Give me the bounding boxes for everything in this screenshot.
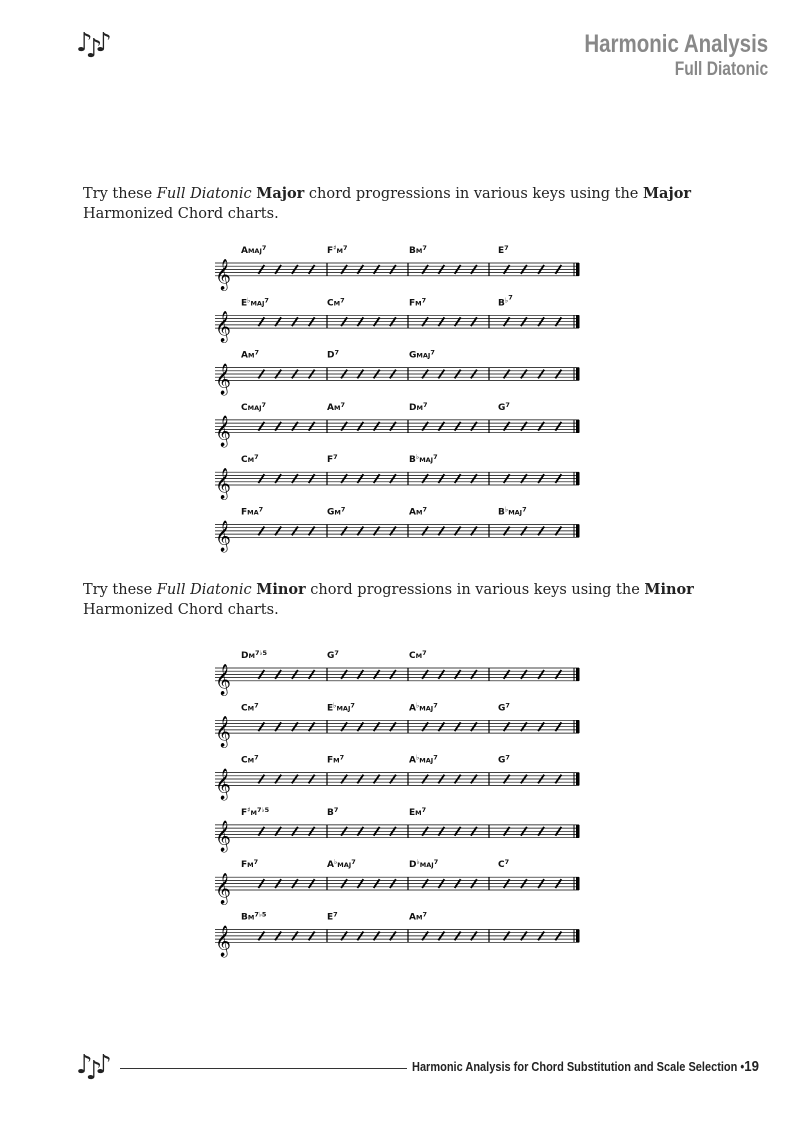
minor-progressions-sheet xyxy=(213,645,583,963)
chord-quality: M xyxy=(336,247,344,255)
intro-text: chord progressions in various keys using the xyxy=(305,582,645,598)
treble-clef-icon: 𝄞 xyxy=(215,768,231,800)
chord-quality: M xyxy=(334,508,341,517)
chord-quality: M xyxy=(415,808,422,817)
chord-symbol xyxy=(327,754,344,766)
intro-text: chord progressions in various keys using the xyxy=(304,186,643,202)
chord-accidental: ♭ xyxy=(415,453,420,462)
chord-extension: 7 xyxy=(422,244,427,252)
chord-extension: 7 xyxy=(505,753,510,762)
treble-clef-icon: 𝄞 xyxy=(215,415,231,447)
chord-symbol xyxy=(409,453,438,465)
chord-root: G xyxy=(327,507,335,518)
treble-clef-icon: 𝄞 xyxy=(215,873,231,904)
chord-root: B xyxy=(409,455,416,466)
chord-extension: 7 xyxy=(254,453,259,462)
treble-clef-icon: 𝄞 xyxy=(215,925,231,957)
chord-quality: M xyxy=(250,808,258,817)
staff-system xyxy=(215,911,580,958)
chord-root: E xyxy=(327,912,334,923)
chord-quality: MAJ xyxy=(416,351,431,360)
chord-extension: 7 xyxy=(422,910,427,919)
chord-accidental: ♭ xyxy=(416,858,420,867)
chord-symbol xyxy=(241,453,259,465)
staff-system xyxy=(215,453,580,500)
chord-root: E xyxy=(327,703,334,714)
final-barline-thick xyxy=(576,930,580,943)
chord-root: C xyxy=(241,402,248,413)
chord-root: B xyxy=(409,246,416,256)
chord-root: F xyxy=(241,807,248,818)
chord-quality: M xyxy=(248,652,255,660)
lead-sheet xyxy=(213,645,583,959)
final-barline-thick xyxy=(576,668,580,681)
chord-extension: 7 xyxy=(421,296,427,305)
chord-accidental: ♭ xyxy=(247,296,251,305)
staff-system xyxy=(215,293,580,343)
chord-root: F xyxy=(409,298,416,309)
treble-clef-icon: 𝄞 xyxy=(215,820,231,852)
chord-extension: 7 xyxy=(508,293,513,302)
chord-accidental: ♯ xyxy=(333,244,337,252)
chord-root: B xyxy=(498,507,505,518)
staff-system xyxy=(215,349,580,396)
treble-clef-icon: 𝄞 xyxy=(215,520,231,552)
chord-extension: 7 xyxy=(340,400,345,409)
chord-symbol xyxy=(327,911,338,923)
chord-symbol xyxy=(241,701,259,713)
intro-bold-major: Major xyxy=(643,185,692,202)
chord-quality: M xyxy=(415,247,423,255)
major-intro-paragraph xyxy=(83,184,723,224)
chord-root: C xyxy=(409,651,416,661)
chord-accidental: ♭ xyxy=(504,296,509,305)
chord-quality: MAJ xyxy=(419,861,434,870)
lead-sheet xyxy=(213,240,583,554)
intro-bold-minor: Minor xyxy=(256,581,306,598)
chord-extension: 7 xyxy=(333,805,339,814)
chord-quality: M xyxy=(415,913,423,922)
final-barline-thick xyxy=(576,525,580,538)
chord-root: A xyxy=(409,507,416,518)
final-barline-thick xyxy=(576,315,580,328)
footer-bullet: • xyxy=(737,1060,745,1074)
chord-quality: MAJ xyxy=(250,299,265,308)
chord-root: C xyxy=(241,703,248,714)
chord-root: F xyxy=(327,246,334,256)
chord-symbol xyxy=(498,506,527,518)
chord-symbol xyxy=(409,349,435,361)
chord-root: C xyxy=(241,755,248,766)
chord-symbol xyxy=(241,296,269,308)
chord-root: D xyxy=(327,350,335,361)
intro-italic: Full Diatonic xyxy=(156,186,252,202)
chord-root: F xyxy=(241,860,248,871)
chord-accidental: ♭ xyxy=(504,505,509,514)
chord-quality: MAJ xyxy=(419,756,434,765)
footer-title: Harmonic Analysis for Chord Substitution and Scale Selection xyxy=(412,1060,738,1074)
staff-system xyxy=(215,649,580,696)
chord-symbol xyxy=(498,244,509,256)
chord-quality: M xyxy=(333,299,341,308)
final-barline-thick xyxy=(576,773,580,786)
chord-symbol xyxy=(327,506,345,518)
chord-extension: 7 xyxy=(334,348,340,357)
chord-root: D xyxy=(409,860,417,871)
staff-system xyxy=(215,858,580,905)
chord-symbol xyxy=(409,649,427,661)
chord-extension: 7 xyxy=(340,505,346,514)
chord-symbol xyxy=(498,293,513,308)
chord-quality: M xyxy=(415,299,422,308)
chord-symbol xyxy=(498,754,510,766)
chord-symbol xyxy=(241,858,258,870)
final-barline-thick xyxy=(576,825,580,838)
chord-quality: MAJ xyxy=(419,704,434,713)
chord-symbol xyxy=(241,506,263,518)
chord-quality: M xyxy=(247,756,255,765)
chord-extension: 7 xyxy=(261,244,267,252)
staff-system xyxy=(215,754,580,801)
chord-symbol xyxy=(241,401,266,413)
final-barline-thick xyxy=(576,420,580,433)
chord-symbol xyxy=(498,858,509,870)
chord-quality: MAJ xyxy=(508,508,523,517)
chord-root: E xyxy=(241,298,248,309)
chord-quality: MAJ xyxy=(247,247,262,255)
chord-root: A xyxy=(241,350,248,361)
chord-symbol xyxy=(241,349,259,361)
chord-symbol xyxy=(409,401,427,413)
chord-accidental: ♭ xyxy=(333,701,337,710)
chord-root: G xyxy=(498,402,506,413)
music-notes-icon: ♪♪♪ xyxy=(76,1050,105,1086)
chord-accidental: ♭ xyxy=(415,701,420,710)
chord-symbol xyxy=(409,806,426,818)
chord-symbol xyxy=(409,911,427,923)
intro-text: Harmonized Chord charts. xyxy=(83,206,279,222)
chord-extension: 7♭5 xyxy=(254,910,267,919)
chord-extension: 7 xyxy=(350,701,355,710)
chord-root: A xyxy=(241,246,248,256)
chord-extension: 7 xyxy=(504,858,510,867)
chord-extension: 7♭5 xyxy=(254,649,268,657)
final-barline-thick xyxy=(576,263,580,276)
chord-extension: 7 xyxy=(505,701,510,710)
staff-system xyxy=(215,701,580,748)
chord-extension: 7 xyxy=(422,400,428,409)
chord-quality: M xyxy=(415,652,423,660)
chord-root: B xyxy=(498,298,505,309)
chord-root: D xyxy=(409,402,417,413)
page-title: Harmonic Analysis xyxy=(584,30,768,58)
music-notes-icon: ♪♪♪ xyxy=(76,28,105,64)
chord-symbol xyxy=(241,911,267,923)
chord-accidental: ♯ xyxy=(247,805,251,814)
chord-extension: 7 xyxy=(254,348,259,357)
chord-extension: 7 xyxy=(333,453,338,462)
chord-quality: M xyxy=(415,508,423,517)
chord-quality: M xyxy=(247,913,255,922)
chord-extension: 7 xyxy=(433,858,439,867)
minor-intro-paragraph xyxy=(83,580,723,620)
chord-symbol xyxy=(241,244,266,256)
chord-root: F xyxy=(327,755,334,766)
intro-text: Try these xyxy=(83,582,157,598)
major-progressions-sheet xyxy=(213,240,583,558)
chord-quality: M xyxy=(247,456,255,465)
treble-clef-icon: 𝄞 xyxy=(215,311,231,343)
chord-extension: 7 xyxy=(522,505,527,514)
chord-quality: M xyxy=(247,861,254,870)
chord-root: A xyxy=(409,755,416,766)
chord-extension: 7 xyxy=(433,753,438,762)
chord-quality: MAJ xyxy=(419,456,434,465)
treble-clef-icon: 𝄞 xyxy=(215,363,231,395)
chord-extension: 7 xyxy=(422,505,427,514)
chord-extension: 7 xyxy=(264,296,269,305)
chord-extension: 7 xyxy=(343,244,348,252)
chord-symbol xyxy=(409,858,438,870)
chord-quality: MA xyxy=(247,508,259,517)
chord-root: D xyxy=(241,651,249,661)
chord-quality: MAJ xyxy=(336,704,351,713)
chord-extension: 7 xyxy=(261,400,267,409)
chord-symbol xyxy=(327,453,338,465)
chord-accidental: ♭ xyxy=(415,753,420,762)
chord-extension: 7 xyxy=(254,701,259,710)
final-barline-thick xyxy=(576,720,580,733)
chord-root: G xyxy=(327,651,335,661)
treble-clef-icon: 𝄞 xyxy=(215,663,231,695)
chord-symbol xyxy=(241,806,270,818)
intro-bold-major: Major xyxy=(256,185,305,202)
chord-symbol xyxy=(327,858,356,870)
chord-root: A xyxy=(409,703,416,714)
chord-quality: M xyxy=(333,403,341,412)
page-footer xyxy=(412,1058,764,1075)
chord-extension: 7♭5 xyxy=(257,805,270,814)
chord-symbol xyxy=(327,701,355,713)
chord-extension: 7 xyxy=(340,296,345,305)
chord-root: B xyxy=(327,807,334,818)
intro-bold-minor: Minor xyxy=(644,581,694,598)
chord-symbol xyxy=(409,701,438,713)
chord-quality: MAJ xyxy=(247,403,262,412)
chord-symbol xyxy=(241,649,268,661)
chord-symbol xyxy=(498,701,510,713)
chord-root: B xyxy=(241,912,248,923)
chord-extension: 7 xyxy=(430,348,435,357)
chord-quality: M xyxy=(333,756,340,765)
chord-extension: 7 xyxy=(422,649,427,657)
chord-root: G xyxy=(409,350,417,361)
chord-extension: 7 xyxy=(351,858,356,867)
final-barline-thick xyxy=(576,877,580,890)
treble-clef-icon: 𝄞 xyxy=(215,716,231,748)
chord-root: G xyxy=(498,755,506,766)
treble-clef-icon: 𝄞 xyxy=(215,258,231,290)
intro-italic: Full Diatonic xyxy=(156,582,252,598)
page-header xyxy=(544,30,768,82)
chord-root: C xyxy=(241,455,248,466)
chord-root: C xyxy=(327,298,334,309)
chord-root: E xyxy=(498,246,505,256)
chord-quality: M xyxy=(247,704,255,713)
intro-text: Try these xyxy=(83,186,157,202)
final-barline-thick xyxy=(576,472,580,485)
chord-root: C xyxy=(498,860,505,871)
chord-symbol xyxy=(409,296,426,308)
chord-symbol xyxy=(327,806,338,818)
chord-extension: 7 xyxy=(504,244,509,252)
chord-quality: M xyxy=(247,351,255,360)
chord-root: G xyxy=(498,703,506,714)
chord-extension: 7 xyxy=(433,701,438,710)
chord-root: F xyxy=(241,507,248,518)
staff-system xyxy=(215,506,580,553)
chord-symbol xyxy=(327,296,345,308)
chord-root: F xyxy=(327,455,334,466)
chord-symbol xyxy=(327,244,348,256)
chord-accidental: ♭ xyxy=(333,858,338,867)
final-barline-thick xyxy=(576,368,580,381)
chord-symbol xyxy=(327,649,339,661)
chord-extension: 7 xyxy=(253,858,259,867)
chord-extension: 7 xyxy=(339,753,345,762)
chord-quality: MAJ xyxy=(337,861,352,870)
treble-clef-icon: 𝄞 xyxy=(215,468,231,499)
chord-extension: 7 xyxy=(333,910,338,919)
chord-symbol xyxy=(241,754,259,766)
chord-symbol xyxy=(409,506,427,518)
chord-extension: 7 xyxy=(505,400,510,409)
chord-root: E xyxy=(409,807,416,818)
chord-quality: M xyxy=(416,403,423,412)
chord-root: A xyxy=(327,860,334,871)
chord-symbol xyxy=(327,401,345,413)
chord-symbol xyxy=(409,754,438,766)
chord-extension: 7 xyxy=(258,505,264,514)
chord-extension: 7 xyxy=(334,649,339,657)
chord-root: A xyxy=(327,402,334,413)
page-subtitle: Full Diatonic xyxy=(674,59,768,80)
staff-system xyxy=(215,401,580,448)
page-number: 19 xyxy=(744,1058,759,1075)
chord-symbol xyxy=(327,349,339,361)
chord-symbol xyxy=(409,244,427,256)
footer-rule xyxy=(120,1068,407,1069)
chord-root: A xyxy=(409,912,416,923)
chord-extension: 7 xyxy=(254,753,259,762)
chord-symbol xyxy=(498,401,510,413)
intro-text: Harmonized Chord charts. xyxy=(83,602,279,618)
staff-system xyxy=(215,806,580,853)
chord-extension: 7 xyxy=(421,805,427,814)
chord-extension: 7 xyxy=(433,453,438,462)
staff-system xyxy=(215,244,580,291)
